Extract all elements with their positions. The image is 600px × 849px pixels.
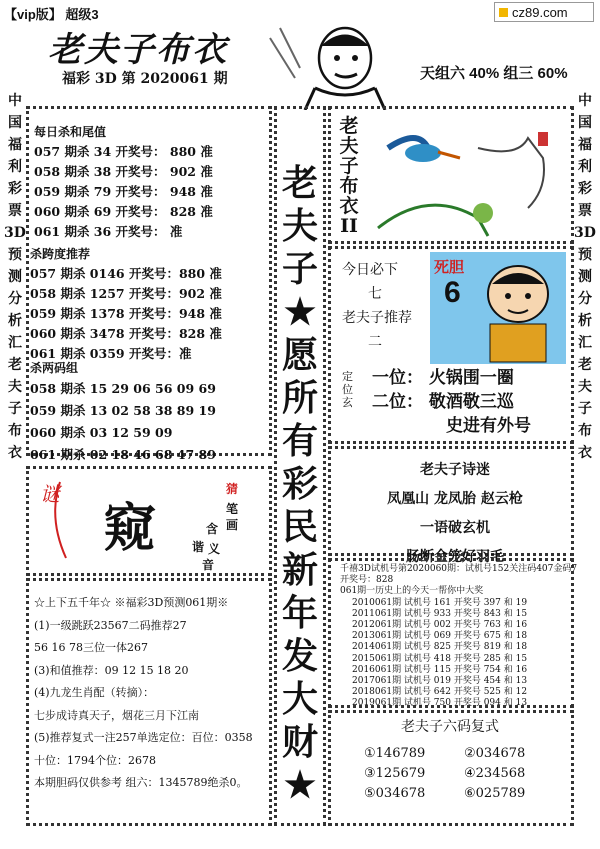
position-3: 史进有外号 bbox=[446, 416, 531, 436]
history-info: 开奖号：828 bbox=[340, 575, 394, 586]
cartoon-title bbox=[338, 116, 360, 236]
cartoon-title-char: 布 bbox=[339, 175, 359, 197]
page-title: 老夫子布衣 bbox=[48, 30, 228, 70]
history-row: 2011061期 试机号 933 开奖号 843 和 15 bbox=[352, 608, 528, 619]
banner-char: 所 bbox=[281, 377, 318, 419]
cartoon-title-char: 老 bbox=[339, 115, 359, 137]
history-row: 2015061期 试机号 418 开奖号 285 和 15 bbox=[352, 653, 528, 664]
kill-two-row: 058 期杀 15 29 06 56 09 69 bbox=[30, 381, 216, 396]
kill-tail-section bbox=[34, 122, 213, 242]
poem-heading: 老夫子诗迷 bbox=[420, 462, 490, 478]
site-square-icon bbox=[499, 8, 508, 17]
banner-char: 年 bbox=[281, 592, 318, 634]
history-row: 2016061期 试机号 115 开奖号 754 和 16 bbox=[352, 664, 528, 675]
position-hints bbox=[372, 366, 531, 438]
history-row: 2018061期 试机号 642 开奖号 525 和 12 bbox=[352, 687, 528, 698]
riddle-deco: 谜 bbox=[40, 482, 60, 506]
poem-line: 一语破玄机 bbox=[420, 520, 490, 536]
cartoon-title-char: 子 bbox=[339, 155, 359, 177]
riddle-character: 窥 bbox=[104, 498, 157, 559]
old-master-face-icon bbox=[470, 254, 566, 364]
kill-span-row: 059 期杀 1378 开奖号：948 准 bbox=[30, 306, 222, 321]
history-info: 061期一历史上的今天一帮你中大奖 bbox=[340, 586, 484, 597]
kill-tail-heading: 每日杀和尾值 bbox=[34, 125, 107, 139]
vip-label: 【vip版】 超级3 bbox=[4, 7, 99, 22]
six-code-col-2 bbox=[464, 744, 525, 804]
poem-section bbox=[344, 456, 566, 572]
riddle-word: 笔 bbox=[226, 502, 239, 516]
must-line-2: 老夫子推荐 bbox=[342, 310, 412, 326]
must-line-1: 今日必下 bbox=[342, 262, 398, 278]
forecast-line: 十位：1794个位：2678 bbox=[34, 753, 156, 767]
riddle-brush-icon bbox=[40, 478, 80, 562]
must-num-1: 七 bbox=[368, 286, 382, 302]
kill-two-row: 060 期杀 03 12 59 09 bbox=[30, 425, 173, 440]
cartoon-title-char: 衣 bbox=[339, 195, 359, 217]
riddle-word: 谐 bbox=[192, 540, 205, 554]
must-pick-text bbox=[342, 258, 412, 354]
kill-span-row: 060 期杀 3478 开奖号：828 准 bbox=[30, 326, 222, 341]
banner-char: 彩 bbox=[281, 463, 318, 505]
six-code-item: ①146789 bbox=[364, 746, 426, 761]
kill-tail-row: 060 期杀 69 开奖号： 828 准 bbox=[34, 204, 213, 219]
riddle-word: 义 bbox=[208, 542, 221, 556]
history-row: 2013061期 试机号 069 开奖号 675 和 18 bbox=[352, 631, 528, 642]
position-side-label: 定位玄 bbox=[342, 370, 353, 409]
kill-two-row: 061 期杀 02 18 46 68 47 89 bbox=[30, 447, 216, 462]
riddle-word: 猜 bbox=[226, 482, 239, 496]
forecast-line: (5)推荐复式一注257单选定位：百位：0358 bbox=[34, 731, 253, 744]
kill-tail-row: 061 期杀 36 开奖号： 准 bbox=[34, 224, 183, 239]
position-1: 一位： 火锅围一圈 bbox=[372, 368, 514, 388]
forecast-line: (1)一级跳跃23567二码推荐27 bbox=[34, 618, 187, 632]
must-num-2: 二 bbox=[368, 334, 382, 350]
forecast-line: 七步成诗真天子，烟花三月下江南 bbox=[34, 708, 199, 722]
banner-char: 子 bbox=[281, 248, 318, 290]
position-2: 二位： 敬酒敬三巡 bbox=[372, 392, 514, 412]
poem-line: 肠断金笼好羽毛 bbox=[406, 549, 504, 565]
six-code-item: ⑥025789 bbox=[464, 786, 526, 801]
dead-dan-badge: 死胆 bbox=[434, 258, 465, 276]
history-row: 2010061期 试机号 161 开奖号 397 和 19 bbox=[352, 597, 528, 608]
history-row: 2012061期 试机号 002 开奖号 763 和 16 bbox=[352, 620, 528, 631]
cartoon-title-char: II bbox=[340, 215, 358, 237]
forecast-line: (4)九龙生肖配（转摘）： bbox=[34, 686, 155, 699]
kill-span-row: 061 期杀 0359 开奖号：准 bbox=[30, 346, 192, 361]
six-code-col-1 bbox=[364, 744, 425, 804]
kill-two-heading: 杀两码组 bbox=[30, 361, 79, 375]
banner-char: 大 bbox=[281, 678, 318, 720]
riddle-word: 含 bbox=[206, 522, 219, 536]
riddle-word: 画 bbox=[226, 518, 239, 532]
history-info: 千禧3D试机号第2020060期：试机号152关注码407金码7 bbox=[340, 564, 578, 574]
poem-line: 凤凰山 龙凤胎 赵云枪 bbox=[387, 491, 523, 507]
banner-char: 愿 bbox=[281, 334, 318, 376]
kill-span-row: 057 期杀 0146 开奖号：880 准 bbox=[30, 266, 222, 281]
kill-span-heading: 杀跨度推荐 bbox=[30, 247, 91, 261]
banner-star: ★ bbox=[283, 291, 317, 333]
forecast-line: 56 16 78三位一体267 bbox=[34, 641, 148, 654]
banner-char: 有 bbox=[281, 420, 318, 462]
old-master-cartoon-icon bbox=[265, 18, 415, 110]
kill-span-row: 058 期杀 1257 开奖号：902 准 bbox=[30, 286, 222, 301]
forecast-heading: ☆上下五千年☆ ※福彩3D预测061期※ bbox=[34, 596, 229, 609]
six-code-item: ⑤034678 bbox=[364, 786, 426, 801]
cartoon-title-char: 夫 bbox=[339, 135, 359, 157]
history-row: 2019061期 试机号 750 开奖号 094 和 13 bbox=[352, 698, 528, 709]
right-side-text: 中国福利彩票3D预测分析汇老夫子布衣 bbox=[574, 93, 596, 461]
forecast-line: (3)和值推荐：09 12 15 18 20 bbox=[34, 663, 189, 677]
banner-char: 财 bbox=[281, 721, 318, 763]
dead-dan-number: 6 bbox=[444, 276, 461, 309]
six-code-heading: 老夫子六码复式 bbox=[401, 719, 499, 735]
forecast-section bbox=[34, 592, 253, 795]
banner-char: 老 bbox=[281, 162, 318, 204]
history-section bbox=[340, 564, 577, 710]
history-row: 2014061期 试机号 825 开奖号 819 和 18 bbox=[352, 642, 528, 653]
six-code-item: ③125679 bbox=[364, 766, 426, 781]
kill-tail-row: 057 期杀 34 开奖号： 880 准 bbox=[34, 144, 213, 159]
kill-two-section bbox=[30, 358, 216, 466]
six-code-item: ④234568 bbox=[464, 766, 526, 781]
banner-char: 夫 bbox=[281, 205, 318, 247]
left-side-text: 中国福利彩票3D预测分析汇老夫子布衣 bbox=[4, 93, 26, 461]
kingfisher-scene-icon bbox=[368, 118, 564, 238]
site-name: cz89.com bbox=[512, 4, 568, 20]
kill-two-row: 059 期杀 13 02 58 38 89 19 bbox=[30, 403, 216, 418]
group-ratio: 天组六 40% 组三 60% bbox=[420, 65, 568, 82]
banner-char: 新 bbox=[281, 549, 318, 591]
riddle-word: 音 bbox=[202, 558, 215, 572]
middle-banner bbox=[277, 162, 323, 807]
kill-tail-row: 058 期杀 38 开奖号： 902 准 bbox=[34, 164, 213, 179]
kill-span-section bbox=[30, 244, 222, 364]
history-row: 2017061期 试机号 019 开奖号 454 和 13 bbox=[352, 676, 528, 687]
six-code-item: ②034678 bbox=[464, 746, 526, 761]
banner-char: 民 bbox=[281, 506, 318, 548]
banner-star: ★ bbox=[283, 764, 317, 806]
forecast-line: 本期胆码仅供参考 组六：1345789绝杀0。 bbox=[34, 776, 248, 789]
issue-number: 福彩 3D 第 2020061 期 bbox=[62, 71, 228, 87]
banner-char: 发 bbox=[281, 635, 318, 677]
kill-tail-row: 059 期杀 79 开奖号： 948 准 bbox=[34, 184, 213, 199]
site-badge[interactable] bbox=[494, 2, 594, 22]
